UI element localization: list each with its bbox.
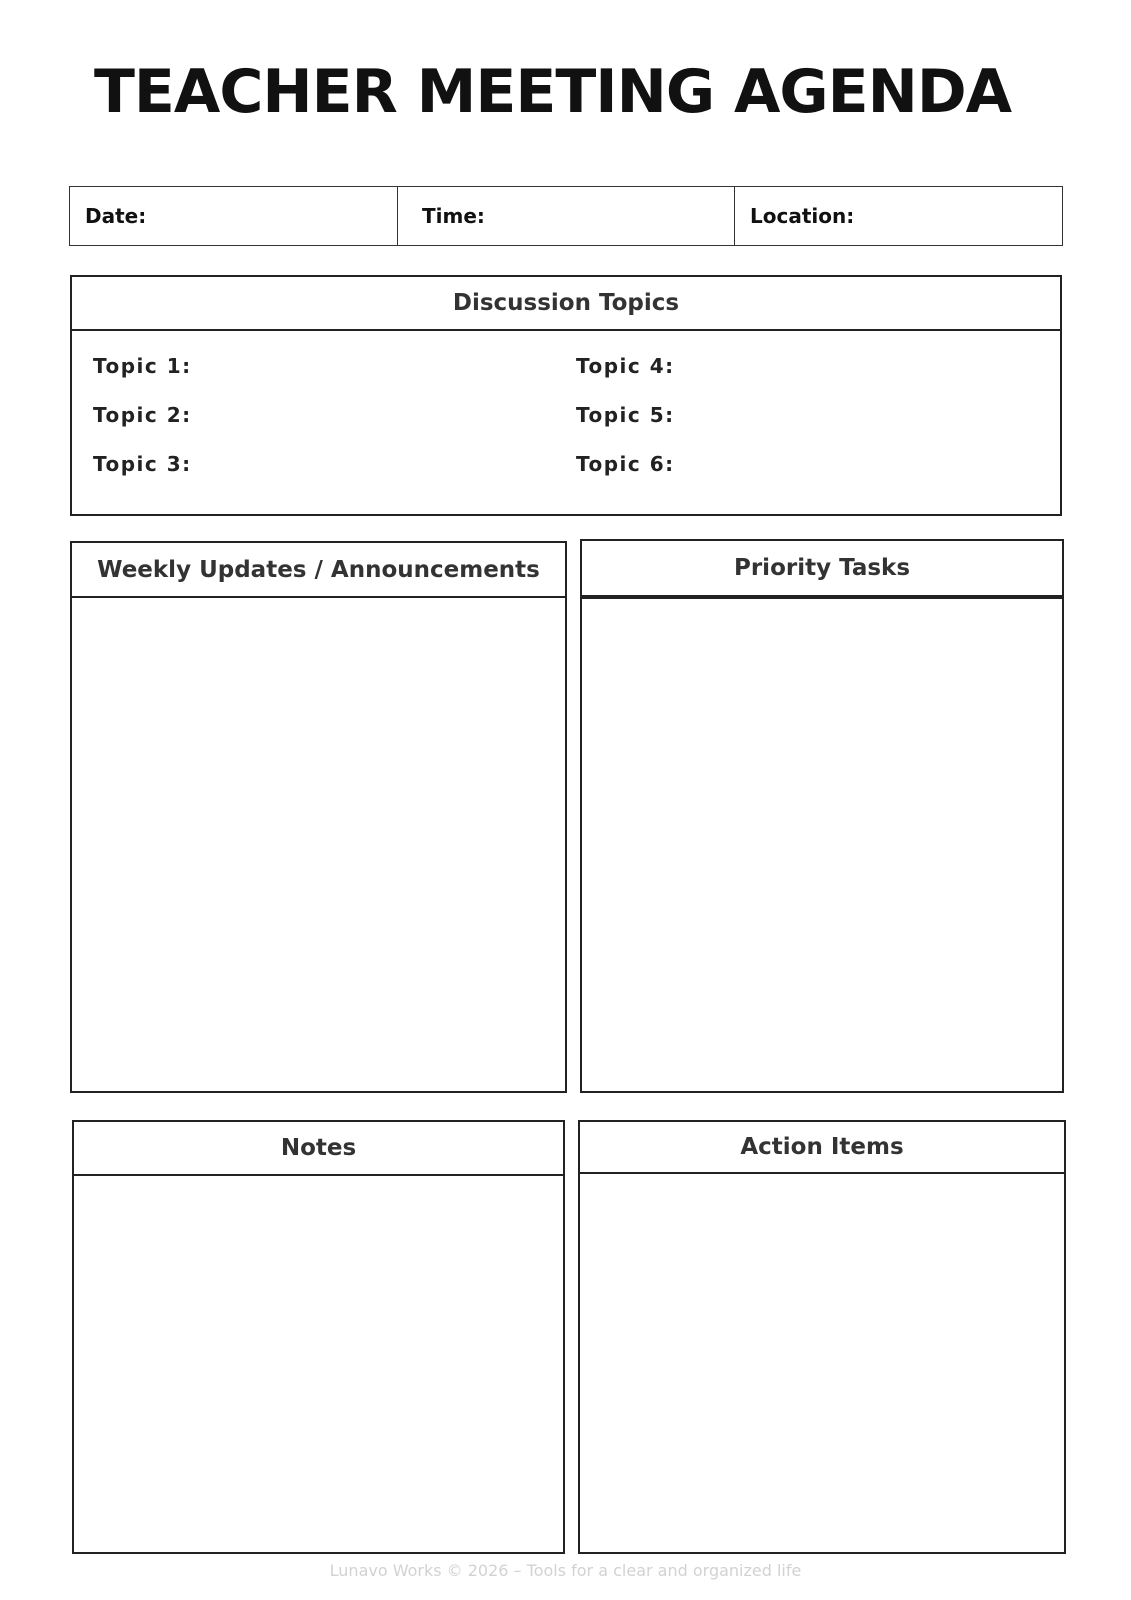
action-items-heading: Action Items — [580, 1122, 1064, 1174]
topic-6-label[interactable]: Topic 6: — [576, 452, 675, 476]
weekly-updates-heading: Weekly Updates / Announcements — [72, 543, 565, 598]
time-label: Time: — [422, 204, 485, 228]
notes-box[interactable] — [72, 1120, 565, 1554]
topic-4-label[interactable]: Topic 4: — [576, 354, 675, 378]
location-label: Location: — [750, 204, 855, 228]
topic-5-label[interactable]: Topic 5: — [576, 403, 675, 427]
date-field[interactable] — [70, 187, 397, 245]
discussion-topics-box — [70, 275, 1062, 516]
date-label: Date: — [85, 204, 147, 228]
notes-heading: Notes — [74, 1122, 563, 1176]
action-items-box[interactable] — [578, 1120, 1066, 1554]
priority-tasks-box[interactable] — [580, 539, 1064, 1093]
weekly-updates-box[interactable] — [70, 541, 567, 1093]
topic-2-label[interactable]: Topic 2: — [93, 403, 192, 427]
time-field[interactable] — [397, 187, 734, 245]
topic-1-label[interactable]: Topic 1: — [93, 354, 192, 378]
priority-tasks-heading: Priority Tasks — [582, 541, 1062, 599]
meeting-info-row — [69, 186, 1063, 246]
topic-3-label[interactable]: Topic 3: — [93, 452, 192, 476]
topics-grid — [72, 331, 1060, 511]
location-field[interactable] — [734, 187, 1062, 245]
page-title: TEACHER MEETING AGENDA — [94, 57, 1012, 127]
discussion-topics-heading: Discussion Topics — [72, 277, 1060, 331]
footer-text: Lunavo Works © 2026 – Tools for a clear and organized life — [329, 1561, 802, 1580]
